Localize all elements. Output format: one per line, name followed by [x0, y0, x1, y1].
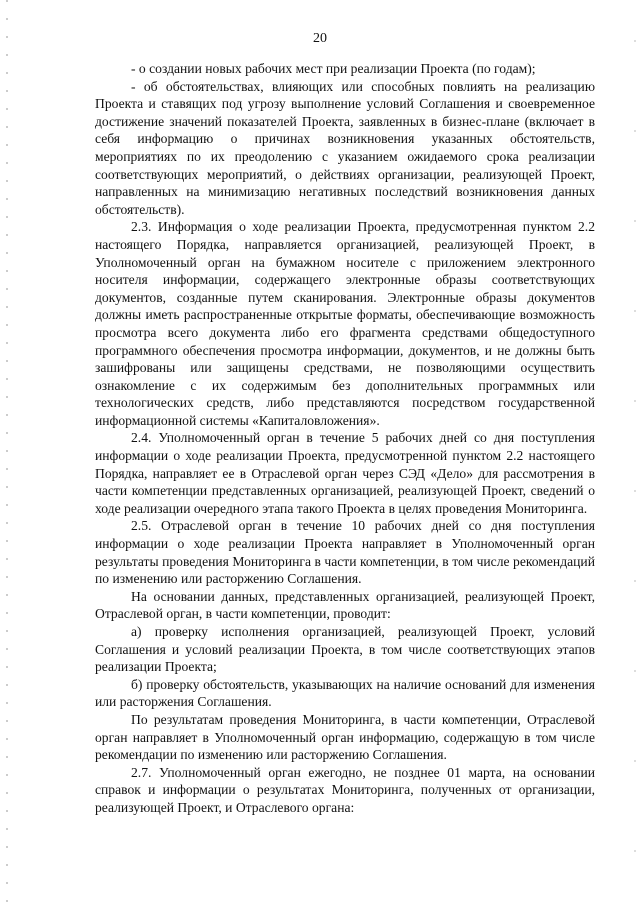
- paragraph-2-3: 2.3. Информация о ходе реализации Проекта, предусмотренная пунктом 2.2 настоящего Порядка, направляется организацией, реализующей Проект, в Уполномоченный орган на бумажном носителе с приложением электронного носителя информации, содержащего электронные образы соответствующих документов, созданные путем сканирования. Электронные образы документов должны иметь распространенные открытые форматы, обеспечивающие возможность просмотра всего документа либо его фрагмента средствами общедоступного программного обеспечения просмотра информации, документов, и не должны быть зашифрованы или защищены средствами, не позволяющими осуществить ознакомление с их содержимым без дополнительных программных или технологических средств, либо представляются посредством государственной информационной системы «Капиталовложения».: [95, 219, 595, 428]
- paragraph-circumstances: - об обстоятельствах, влияющих или способных повлиять на реализацию Проекта и ставящих под угрозу выполнение условий Соглашения и своевременное достижение значений показателей Проекта, заявленных в бизнес-плане (включает в себя информацию о причинах возникновения указанных обстоятельств, мероприятиях по их преодолению с указанием ожидаемого срока реализации соответствующих мероприятий, о действиях организации, реализующей Проект, направленных на минимизацию негативных последствий возникновения данных обстоятельств).: [95, 78, 595, 217]
- paragraph-results: По результатам проведения Мониторинга, в части компетенции, Отраслевой орган направляет в Уполномоченный орган информацию, содержащую в том числе рекомендации по изменению или расторжению Соглашения.: [95, 711, 595, 763]
- paragraph-basis: На основании данных, представленных организацией, реализующей Проект, Отраслевой орган, в части компетенции, проводит:: [95, 588, 595, 622]
- document-body: [95, 60, 595, 817]
- paragraph-new-jobs: - о создании новых рабочих мест при реализации Проекта (по годам);: [131, 61, 536, 76]
- paragraph-2-4: 2.4. Уполномоченный орган в течение 5 рабочих дней со дня поступления информации о ходе реализации Проекта, предусмотренной пунктом 2.2 настоящего Порядка, направляет ее в Отраслевой орган через СЭД «Дело» для рассмотрения в части компетенции представленных организацией, реализующей Проект, сведений о ходе реализации очередного этапа такого Проекта в целях проведения Мониторинга.: [95, 430, 595, 516]
- paragraph-2-5: 2.5. Отраслевой орган в течение 10 рабочих дней со дня поступления информации о ходе реализации Проекта направляет в Уполномоченный орган результаты проведения Мониторинга в части компетенции, в том числе рекомендаций по изменению или расторжению Соглашения.: [95, 518, 595, 587]
- paragraph-item-b: б) проверку обстоятельств, указывающих на наличие оснований для изменения или расторжения Соглашения.: [95, 676, 595, 710]
- paragraph-item-a: а) проверку исполнения организацией, реализующей Проект, условий Соглашения и условий реализации Проекта, в том числе соответствующих этапов реализации Проекта;: [95, 624, 595, 675]
- scan-edge-left: [6, 0, 8, 905]
- paragraph-2-7: 2.7. Уполномоченный орган ежегодно, не позднее 01 марта, на основании справок и информации о результатах Мониторинга, полученных от организации, реализующей Проект, и Отраслевого органа:: [95, 764, 595, 815]
- scan-edge-right: [634, 0, 636, 905]
- page-number: 20: [313, 31, 327, 46]
